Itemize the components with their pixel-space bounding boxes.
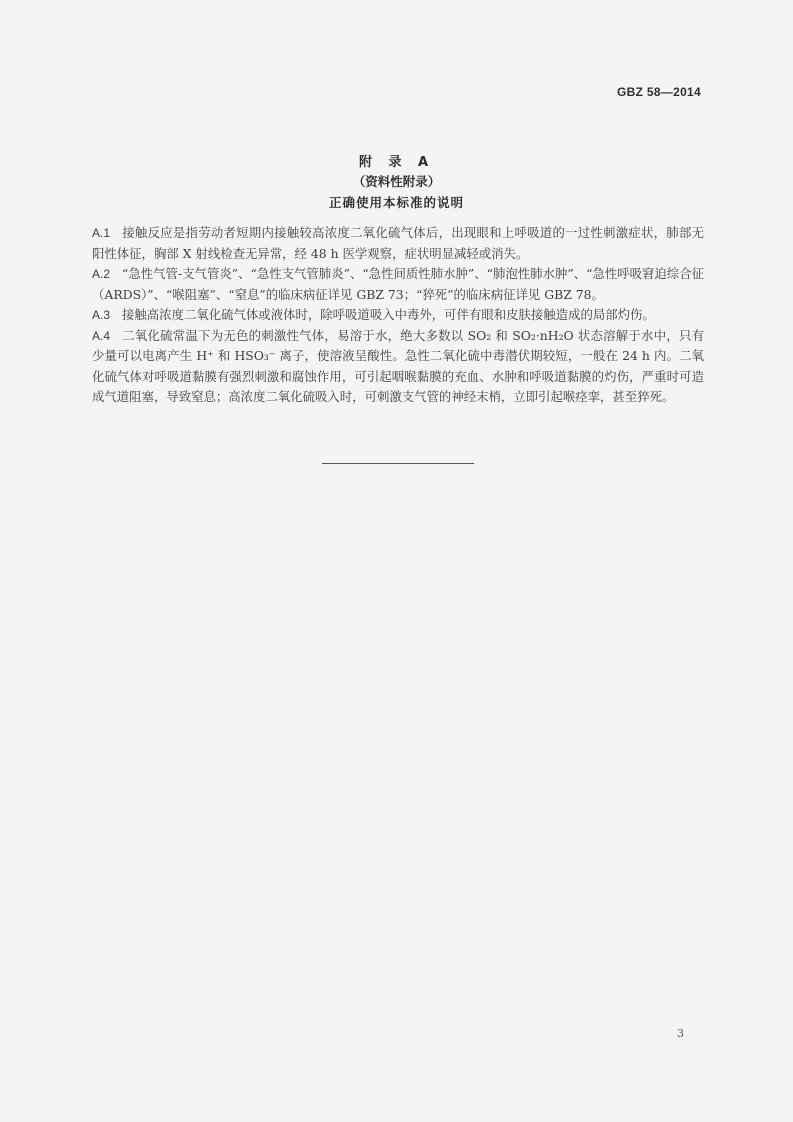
appendix-body (92, 223, 704, 408)
appendix-type: （资料性附录） (352, 174, 441, 189)
end-rule-divider (322, 463, 474, 464)
clause-text: 接触反应是指劳动者短期内接触较高浓度二氧化硫气体后，出现眼和上呼吸道的一过性刺激症状，肺部无阳性体征，胸部 X 射线检查无异常，经 48 h 医学观察，症状明显减轻或消失。 (92, 225, 704, 261)
clause-a3 (92, 305, 704, 326)
page-number: 3 (677, 1027, 684, 1040)
clause-number: A.2 (92, 267, 111, 281)
standard-code: GBZ 58—2014 (616, 85, 701, 99)
clause-a1 (92, 223, 704, 264)
clause-number: A.1 (92, 226, 111, 240)
clause-number: A.3 (92, 308, 111, 322)
clause-text: “急性气管-支气管炎”、“急性支气管肺炎”、“急性间质性肺水肿”、“肺泡性肺水肿”、“急性呼吸窘迫综合征（ARDS）”、“喉阻塞”、“窒息”的临床病征详见 GBZ 73；“猝死”的临床病征详见 GBZ 78。 (92, 266, 704, 302)
clause-a2 (92, 264, 704, 305)
clause-text: 接触高浓度二氧化硫气体或液体时，除呼吸道吸入中毒外，可伴有眼和皮肤接触造成的局部灼伤。 (122, 307, 655, 322)
clause-text: 二氧化硫常温下为无色的刺激性气体，易溶于水，绝大多数以 SO₂ 和 SO₂·nH₂O 状态溶解于水中，只有少量可以电离产生 H⁺ 和 HSO₃⁻ 离子，使溶液呈酸性。急性二氧化硫中毒潜伏期较短，一般在 24 h 内。二氧化硫气体对呼吸道黏膜有强烈刺激和腐蚀作用，可引起咽喉黏膜的充血、水肿和呼吸道黏膜的灼伤，严重时可造成气道阻塞，导致窒息；高浓度二氧化硫吸入时，可刺激支气管的神经末梢，立即引起喉痉挛，甚至猝死。 (92, 327, 704, 404)
appendix-title: 附 录 A (358, 155, 435, 170)
appendix-subject: 正确使用本标准的说明 (328, 195, 464, 210)
clause-a4 (92, 326, 704, 408)
clause-number: A.4 (92, 328, 111, 343)
